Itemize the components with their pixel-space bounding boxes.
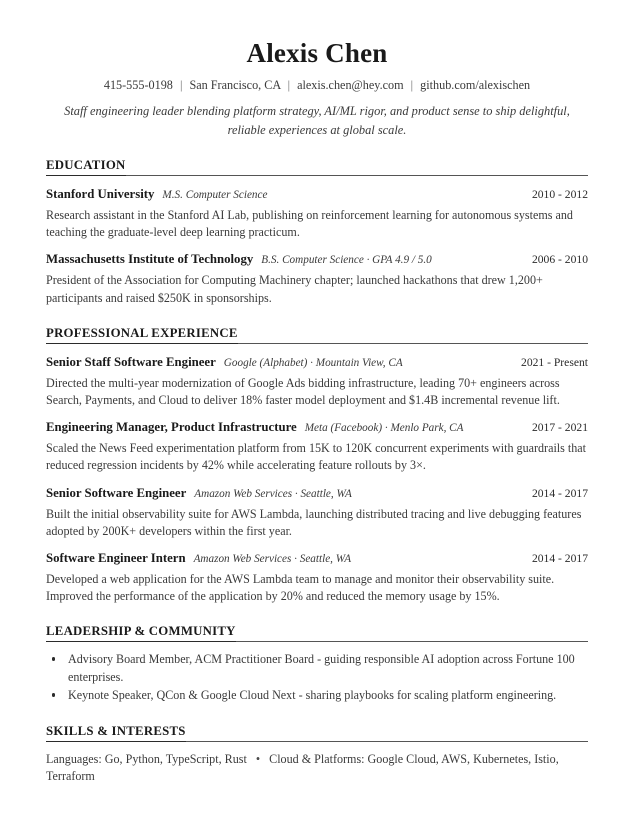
degree-detail: B.S. Computer Science · GPA 4.9 / 5.0 — [261, 254, 432, 267]
experience-entry — [46, 486, 588, 540]
entry-date-range: 2014 - 2017 — [531, 486, 588, 500]
entry-description: Developed a web application for the AWS Lambda team to manage and monitor their observability suite. Improved the performance of the application by 20% and reduced the memory usage by 15%. — [46, 571, 555, 604]
entry-header-left — [46, 252, 522, 267]
education-entry — [46, 252, 588, 306]
institution-name: Massachusetts Institute of Technology — [46, 252, 254, 267]
entry-date-range: 2017 - 2021 — [531, 421, 588, 435]
professional-summary: Staff engineering leader blending platform strategy, AI/ML rigor, and product sense to ship delightful, reliable experiences at global scale. — [64, 103, 570, 137]
contact-email[interactable]: alexis.chen@hey.com — [297, 78, 404, 93]
list-item-text: Advisory Board Member, ACM Practitioner Board - guiding responsible AI adoption across Fortune 100 enterprises. — [68, 652, 575, 684]
entry-header — [46, 486, 588, 501]
contact-separator: | — [287, 78, 291, 93]
entry-description: Directed the multi-year modernization of Google Ads bidding infrastructure, leading 70+ engineers across Search, Payments, and Cloud to deliver 18% faster model deployment and $1.4B incremental revenue lift. — [46, 375, 560, 407]
entry-header — [46, 252, 588, 267]
skills-line — [46, 751, 588, 786]
entry-description: President of the Association for Computing Machinery chapter; launched hackathons that drew 1,200+ participants and raised $250K in sponsorships. — [46, 273, 543, 305]
job-title: Senior Software Engineer — [46, 485, 187, 500]
section-title: LEADERSHIP & COMMUNITY — [46, 624, 236, 642]
contact-phone[interactable]: 415-555-0198 — [103, 78, 173, 93]
section-title: PROFESSIONAL EXPERIENCE — [46, 326, 238, 344]
section-title: SKILLS & INTERESTS — [46, 724, 186, 742]
entry-description: Built the initial observability suite for AWS Lambda, launching distributed tracing and live debugging features adopted by 200K+ developers within the first year. — [46, 506, 582, 538]
section-skills — [46, 722, 588, 786]
job-title: Engineering Manager, Product Infrastructure — [46, 420, 297, 435]
list-item-text: Keynote Speaker, QCon & Google Cloud Next - sharing playbooks for scaling platform engineering. — [68, 688, 557, 703]
contact-line — [46, 78, 588, 94]
section-experience — [46, 324, 588, 605]
entry-date-range: 2021 - Present — [521, 355, 588, 369]
entry-header-left — [46, 486, 522, 501]
list-item — [46, 651, 588, 686]
company-location: Google (Alphabet) · Mountain View, CA — [223, 356, 403, 369]
entry-header — [46, 355, 588, 370]
institution-name: Stanford University — [46, 187, 155, 202]
skills-separator-icon: • — [255, 751, 261, 766]
experience-entry — [46, 420, 588, 474]
entry-header-left — [46, 355, 511, 370]
section-experience-heading — [46, 324, 588, 344]
company-location: Amazon Web Services · Seattle, WA — [194, 487, 352, 500]
section-skills-heading — [46, 722, 588, 742]
entry-description: Research assistant in the Stanford AI Lab, publishing on reinforcement learning for autonomous systems and teaching the graduate-level deep learning practicum. — [46, 208, 573, 240]
experience-entry — [46, 355, 588, 409]
entry-date-range: 2014 - 2017 — [531, 551, 588, 565]
skills-group-languages: Languages: Go, Python, TypeScript, Rust — [46, 751, 247, 766]
entry-date-range: 2006 - 2010 — [531, 253, 588, 267]
candidate-name: Alexis Chen — [246, 38, 388, 68]
entry-header-left — [46, 551, 522, 566]
contact-separator: | — [410, 78, 414, 93]
job-title: Software Engineer Intern — [46, 550, 186, 565]
skills-group-platforms: Cloud & Platforms: Google Cloud, AWS, Kubernetes, Istio, Terraform — [46, 751, 559, 784]
contact-separator: | — [179, 78, 183, 93]
education-entry — [46, 187, 588, 241]
entry-header-left — [46, 187, 522, 202]
company-location: Meta (Facebook) · Menlo Park, CA — [304, 422, 464, 435]
bullet-icon — [52, 693, 55, 696]
resume-header — [46, 38, 588, 139]
company-location: Amazon Web Services · Seattle, WA — [193, 552, 352, 565]
job-title: Senior Staff Software Engineer — [46, 354, 216, 369]
leadership-list — [46, 651, 588, 705]
entry-header — [46, 187, 588, 202]
list-item — [46, 687, 588, 705]
entry-header-left — [46, 420, 522, 435]
entry-date-range: 2010 - 2012 — [531, 188, 588, 202]
contact-location: San Francisco, CA — [189, 78, 281, 93]
degree-detail: M.S. Computer Science — [162, 189, 268, 202]
section-divider — [46, 175, 588, 176]
section-leadership — [46, 622, 588, 705]
entry-description: Scaled the News Feed experimentation platform from 15K to 120K concurrent experiments with guardrails that reduced regression incidents by 42% while accelerating feature rollouts by 3×. — [46, 441, 587, 473]
bullet-icon — [52, 657, 55, 660]
entry-header — [46, 551, 588, 566]
contact-website[interactable]: github.com/alexischen — [420, 78, 531, 93]
entry-header — [46, 420, 588, 435]
section-title: EDUCATION — [46, 158, 126, 176]
section-education — [46, 156, 588, 307]
section-education-heading — [46, 156, 588, 176]
section-leadership-heading — [46, 622, 588, 642]
experience-entry — [46, 551, 588, 605]
